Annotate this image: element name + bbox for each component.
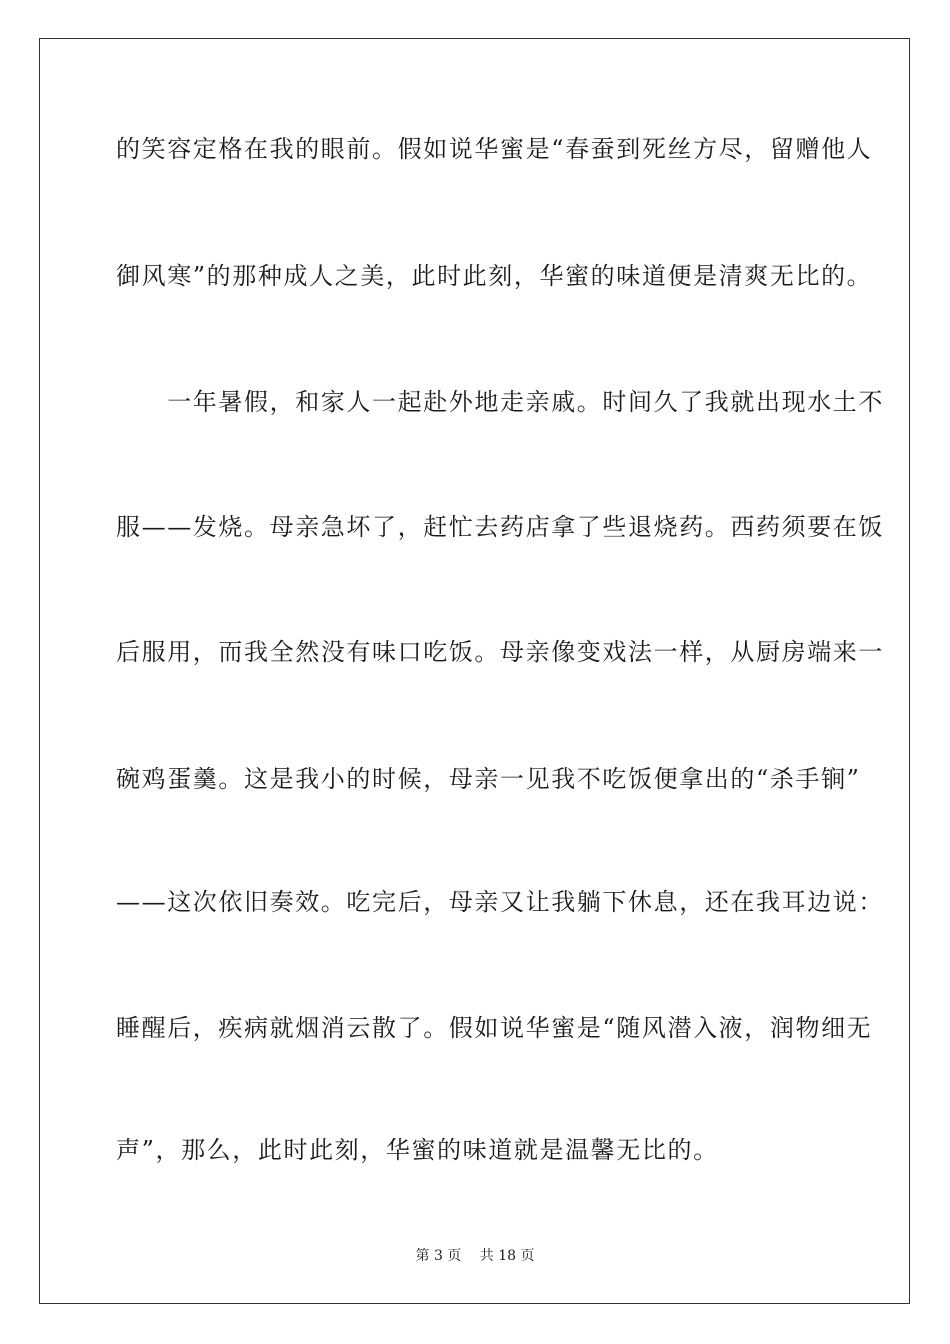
body-text-line-4: 服——发烧。母亲急坏了，赶忙去药店拿了些退烧药。西药须要在饭 — [116, 513, 884, 541]
body-text-line-9: 声”，那么，此时此刻，华蜜的味道就是温馨无比的。 — [116, 1136, 719, 1164]
body-text-line-1: 的笑容定格在我的眼前。假如说华蜜是“春蚕到死丝方尽，留赠他人 — [116, 135, 873, 163]
body-text-line-7: ——这次依旧奏效。吃完后，母亲又让我躺下休息，还在我耳边说： — [116, 888, 884, 916]
body-text-line-8: 睡醒后，疾病就烟消云散了。假如说华蜜是“随风潜入液，润物细无 — [116, 1014, 873, 1042]
body-text-line-3: 一年暑假，和家人一起赴外地走亲戚。时间久了我就出现水土不 — [116, 388, 884, 416]
body-text-line-6: 碗鸡蛋羹。这是我小的时候，母亲一见我不吃饭便拿出的“杀手锏” — [116, 765, 861, 793]
page-border — [39, 38, 910, 1304]
body-text-line-5: 后服用，而我全然没有味口吃饭。母亲像变戏法一样，从厨房端来一 — [116, 638, 884, 666]
page-number-footer: 第 3 页 共 18 页 — [415, 1248, 535, 1264]
body-text-line-2: 御风寒”的那种成人之美，此时此刻，华蜜的味道便是清爽无比的。 — [116, 262, 873, 290]
